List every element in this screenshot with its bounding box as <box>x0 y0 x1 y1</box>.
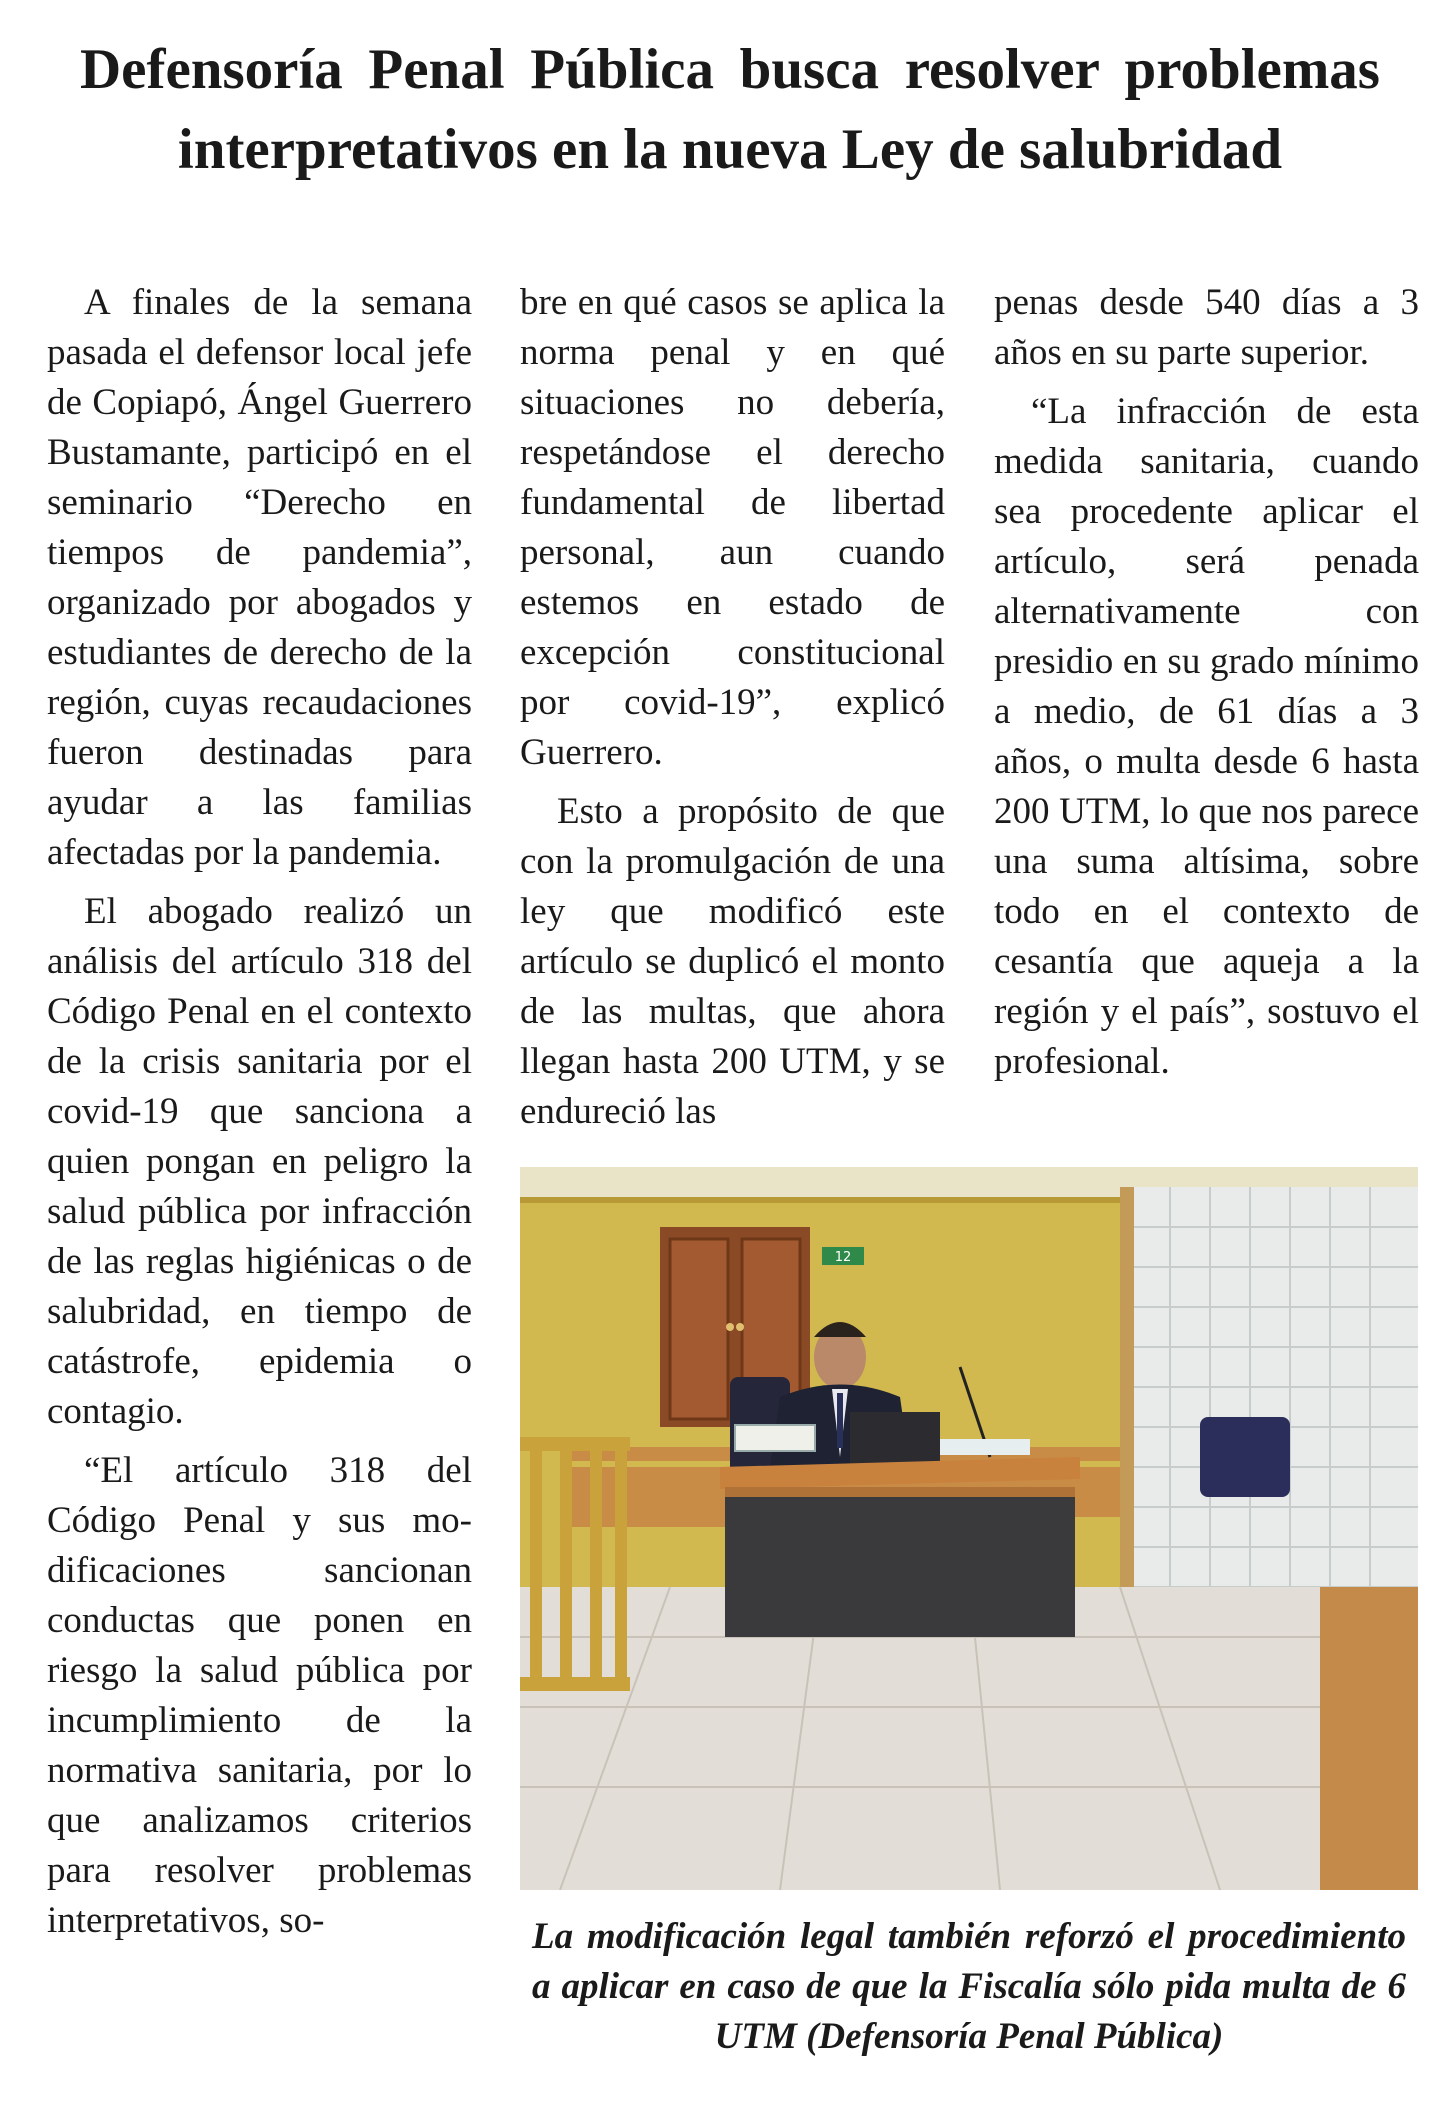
wooden-panel <box>1320 1587 1418 1890</box>
exit-sign-label: 12 <box>834 1250 852 1265</box>
article-paragraph: penas desde 540 días a 3 años en su parte superior. <box>994 282 1419 373</box>
document-binders <box>735 1425 815 1451</box>
courtroom-photo <box>520 1167 1418 1890</box>
photo-caption: La modificación legal también reforzó el procedimiento a aplicar en caso de que la Fiscalía sólo pida multa de 6 UTM (Defensoría Penal Pública) <box>532 1916 1406 2057</box>
article-paragraph: A finales de la semana pasada el defensor local jefe de Copiapó, Ángel Guerrero Bustamante, participó en el seminario “Derecho en tiempos de pandemia”, organizado por abogados y estudiantes de derecho de la región, cuyas recaudaciones fueron destinadas para ayudar a las familias afectadas por la pandemia. <box>47 282 472 873</box>
article-paragraph: Esto a propósito de que con la promulgación de una ley que modificó este artículo se duplicó el monto de las multas, que ahora llegan hasta 200 UTM, y se endureció las <box>520 791 945 1132</box>
courtroom-illustration <box>520 1167 1418 1890</box>
papers <box>940 1439 1030 1455</box>
glass-block-window <box>1120 1187 1418 1627</box>
laptop <box>850 1412 940 1467</box>
article-paragraph: “La infracción de esta medida sanitaria, cuando sea procedente aplicar el artículo, será penada alternativamente con presidio en su grado mínimo a medio, de 61 días a 3 años, o multa desde 6 hasta 200 UTM, lo que nos parece una suma altísima, sobre todo en el contexto de cesantía que aqueja a la región y el país”, sostuvo el profesional. <box>994 391 1419 1082</box>
article-paragraph: bre en qué casos se aplica la norma penal y en qué situaciones no debería, respetándose el derecho fundamental de libertad personal, aun cuando estemos en estado de excepción constitucional por covid-19”, explicó Guerrero. <box>520 282 945 773</box>
article-paragraph: “El artículo 318 del Código Penal y sus modificaciones sancionan conductas que ponen en riesgo la salud pública por incumplimiento de la normativa sanitaria, por lo que analizamos criterios para resolver problemas interpretativos, so- <box>47 1450 472 1941</box>
article-column-3 <box>994 278 1419 1096</box>
article-column-2 <box>520 278 945 1146</box>
article-paragraph: El abogado realizó un análisis del artículo 318 del Código Penal en el contexto de la crisis sanitaria por el covid-19 que sanciona a quien pongan en peligro la salud pública por infracción de las reglas higiénicas o de salubridad, en tiempo de catástrofe, epidemia o contagio. <box>47 891 472 1432</box>
headline: Defensoría Penal Pública busca resolver problemas interpretativos en la nueva Ley de salubridad <box>80 38 1380 181</box>
chair <box>1200 1417 1290 1497</box>
article-column-1 <box>47 278 472 1955</box>
